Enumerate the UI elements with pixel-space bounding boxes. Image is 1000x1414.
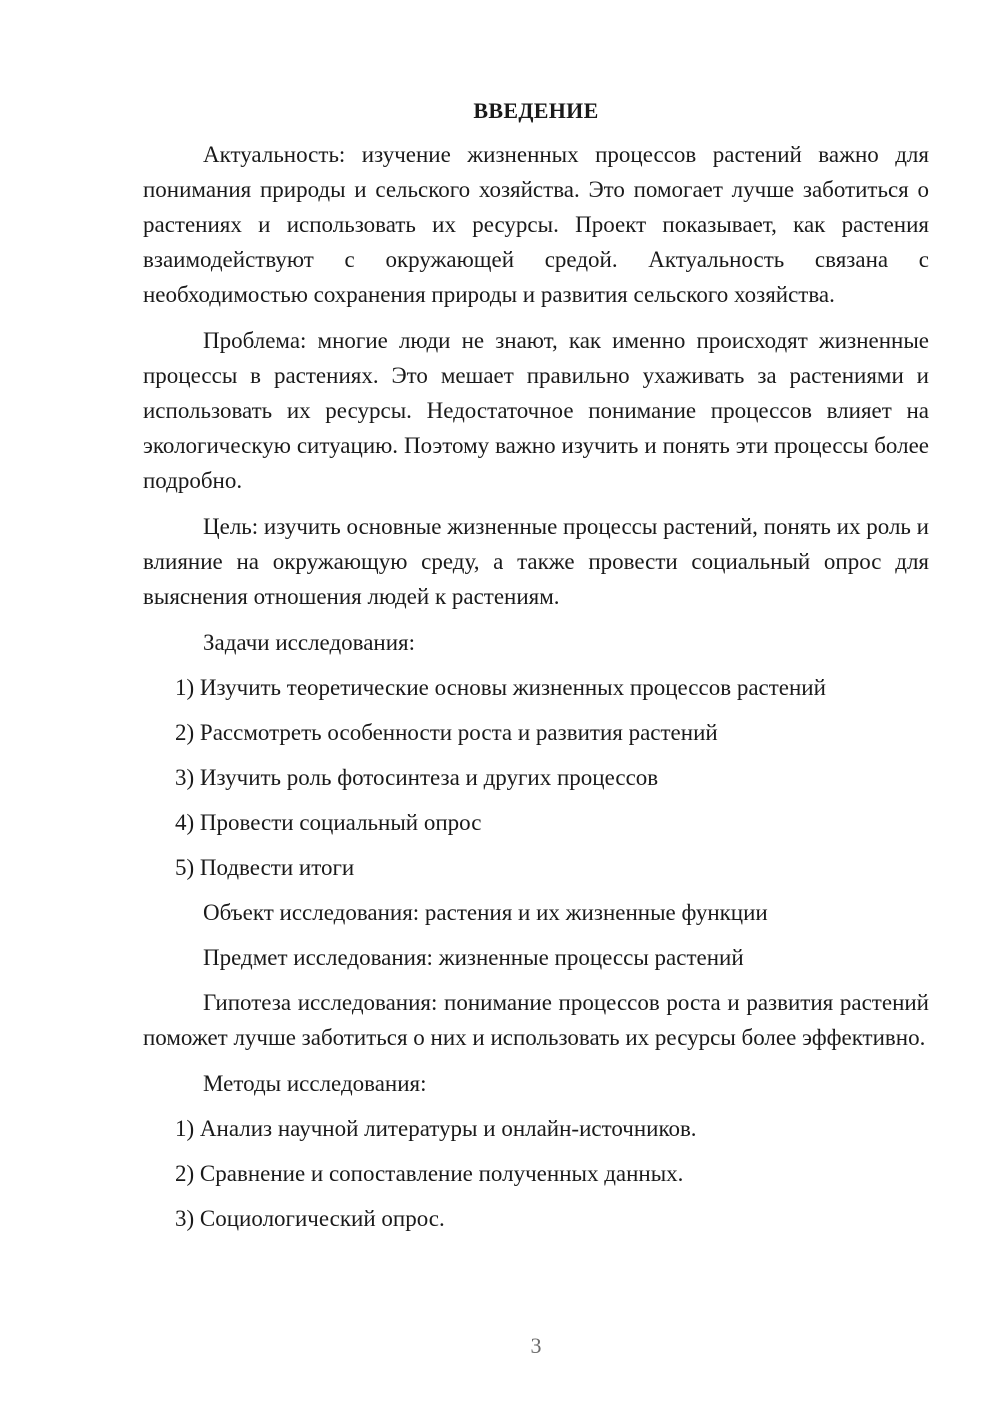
- tasks-list: [143, 670, 929, 885]
- hypothesis-paragraph: Гипотеза исследования: понимание процессов роста и развития растений поможет лучше заботиться о них и использовать их ресурсы более эффективно.: [143, 990, 929, 1050]
- research-subject: Предмет исследования: жизненные процессы растений: [203, 945, 744, 970]
- methods-heading: Методы исследования:: [203, 1071, 427, 1096]
- problem-paragraph: Проблема: многие люди не знают, как именно происходят жизненные процессы в растениях. Это мешает правильно ухаживать за растениями и использовать их ресурсы. Недостаточное понимание процессов влияет на экологическую ситуацию. Поэтому важно изучить и понять эти процессы более подробно.: [143, 328, 929, 493]
- list-item: 5) Подвести итоги: [175, 855, 355, 880]
- list-item: 2) Сравнение и сопоставление полученных данных.: [175, 1161, 684, 1186]
- methods-list: [143, 1111, 929, 1236]
- list-item: 1) Изучить теоретические основы жизненных процессов растений: [175, 675, 826, 700]
- tasks-heading: Задачи исследования:: [203, 630, 416, 655]
- list-item: 1) Анализ научной литературы и онлайн-источников.: [175, 1116, 697, 1141]
- list-item: 3) Изучить роль фотосинтеза и других процессов: [175, 765, 659, 790]
- page-content: [143, 96, 929, 1246]
- page-number: 3: [530, 1333, 542, 1358]
- goal-paragraph: Цель: изучить основные жизненные процессы растений, понять их роль и влияние на окружающую среду, а также провести социальный опрос для выяснения отношения людей к растениям.: [143, 514, 929, 609]
- section-title: ВВЕДЕНИЕ: [473, 98, 599, 123]
- list-item: 2) Рассмотреть особенности роста и развития растений: [175, 720, 718, 745]
- list-item: 3) Социологический опрос.: [175, 1206, 445, 1231]
- research-object: Объект исследования: растения и их жизненные функции: [203, 900, 768, 925]
- relevance-paragraph: Актуальность: изучение жизненных процессов растений важно для понимания природы и сельского хозяйства. Это помогает лучше заботиться о растениях и использовать их ресурсы. Проект показывает, как растения взаимодействуют с окружающей средой. Актуальность связана с необходимостью сохранения природы и развития сельского хозяйства.: [143, 142, 929, 307]
- list-item: 4) Провести социальный опрос: [175, 810, 482, 835]
